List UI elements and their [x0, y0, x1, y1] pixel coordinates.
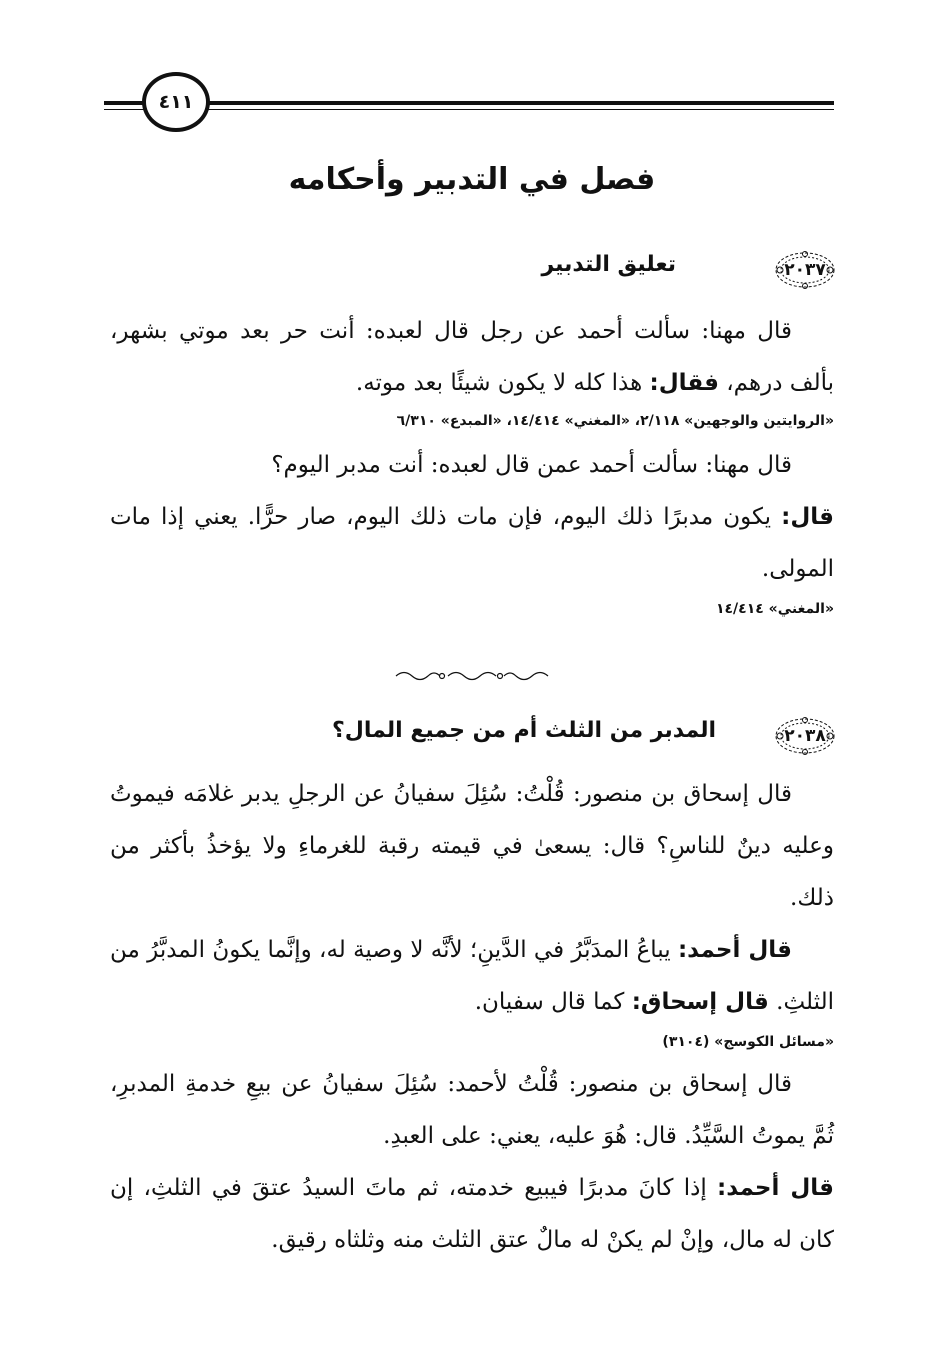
section-title: تعليق التدبير [541, 252, 676, 277]
paragraph [110, 305, 834, 409]
paragraph-text: قال إسحاق بن منصور: قُلْتُ: سُئِلَ سفيانُ عن الرجلِ يدبر غلامَه فيموتُ وعليه دينٌ للناسِ؟ قال: يسعىٰ في قيمته رقبة للغرماءِ ولا يؤخذُ بأكثر من ذلك. [110, 781, 834, 911]
source-reference: «المغني» ١٤/٤١٤ [715, 601, 834, 617]
section-body [110, 305, 834, 619]
paragraph-text: يكون مدبرًا ذلك اليوم، فإن مات ذلك اليوم، صار حرًّا. يعني إذا مات المولى. [110, 504, 834, 582]
source-reference: «مسائل الكوسج» (٣١٠٤) [662, 1034, 834, 1050]
paragraph-text: قال إسحاق بن منصور: قُلْتُ لأحمد: سُئِلَ سفيانُ عن بيعِ خدمةِ المدبرِ، ثُمَّ يموتُ السَّيِّدُ. قال: هُوَ عليه، يعني: على العبدِ. [110, 1071, 834, 1149]
paragraph-text: قال مهنا: سألت أحمد عمن قال لعبده: أنت مدبر اليوم؟ [271, 452, 792, 478]
paragraph-text: هذا كله لا يكون شيئًا بعد موته. [355, 370, 643, 396]
section-header [110, 716, 836, 756]
ornament-divider-icon [392, 668, 554, 684]
speaker-label: قال إسحاق: [631, 989, 769, 1015]
paragraph [110, 768, 834, 924]
paragraph [110, 924, 834, 1028]
paragraph [110, 439, 834, 491]
speaker-label: قال أحمد: [677, 937, 792, 963]
chapter-title: فصل في التدبير وأحكامه [288, 162, 656, 197]
speaker-label: فقال: [649, 370, 719, 396]
paragraph [110, 491, 834, 595]
paragraph-text: يباعُ المدَبَّرُ في الدَّينِ؛ لأنَّه لا وصية له، وإنَّما يكونُ المدبَّرُ من الثلثِ. [110, 937, 834, 1015]
speaker-label: قال أحمد: [717, 1175, 834, 1201]
section-header [110, 250, 836, 290]
paragraph-text: كما قال سفيان. [474, 989, 625, 1015]
page-number: ٤١١ [142, 72, 210, 132]
header-rule [104, 101, 834, 105]
paragraph-text: إذا كانَ مدبرًا فيبيع خدمته، ثم ماتَ السيدُ عتقَ في الثلثِ، إن كان له مال، وإنْ لم يكنْ له مالٌ عتق الثلث منه وثلثاه رقيق. [110, 1175, 834, 1253]
source-reference: «الروايتين والوجهين» ٢/١١٨، «المغني» ١٤/٤١٤، «المبدع» ٦/٣١٠ [396, 413, 834, 429]
paragraph-text: قال مهنا: سألت أحمد عن رجل قال لعبده: أنت حر بعد موتي بشهر، بألف درهم، [110, 318, 834, 396]
section-number: ٢٠٣٨ [784, 726, 826, 746]
section-title: المدبر من الثلث أم من جميع المال؟ [332, 718, 716, 743]
page-header [104, 70, 834, 136]
paragraph [110, 1162, 834, 1266]
speaker-label: قال: [781, 504, 834, 530]
paragraph [110, 1058, 834, 1162]
section-number-ornament [774, 716, 836, 756]
section-number-ornament [774, 250, 836, 290]
section-number: ٢٠٣٧ [784, 260, 826, 280]
header-rule-thin [104, 109, 834, 110]
section-body [110, 768, 834, 1266]
